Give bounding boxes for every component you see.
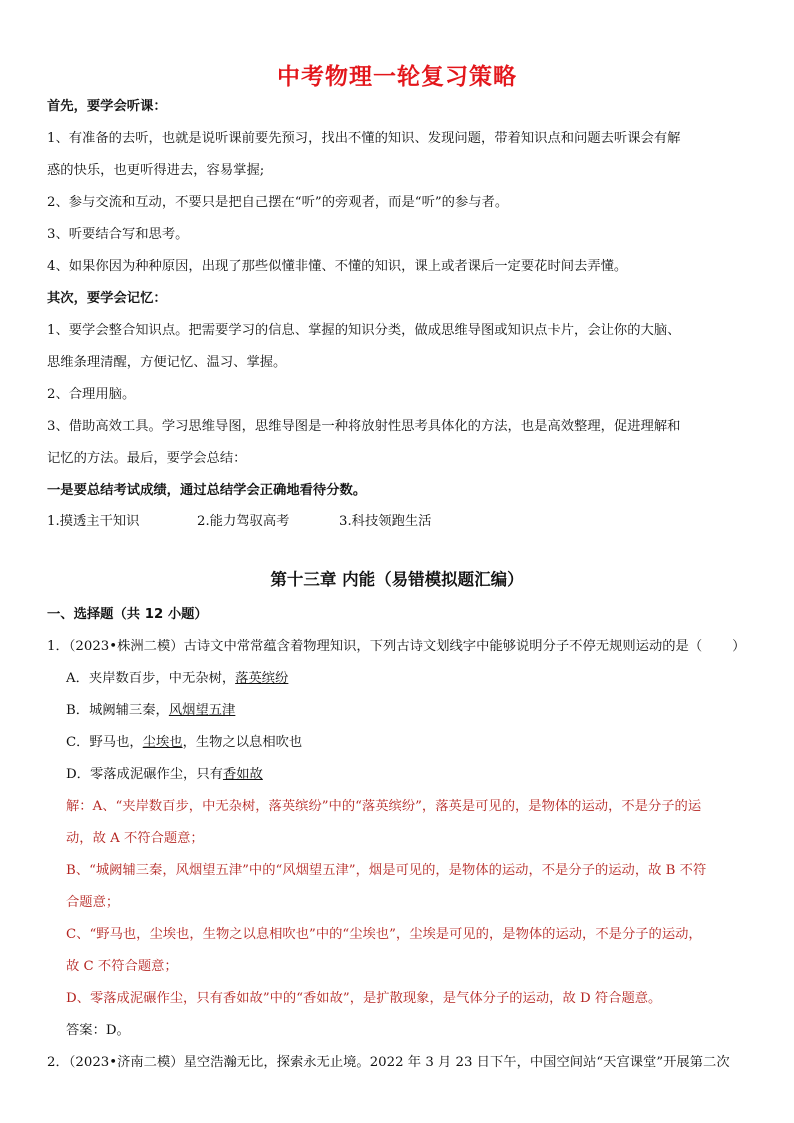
solution-d: D、零落成泥碾作尘，只有香如故”中的“香如故”，是扩散现象，是气体分子的运动，故 D 符合题意。 — [66, 991, 662, 1006]
summary-line: 一是要总结考试成绩，通过总结学会正确地看待分数。 — [47, 483, 367, 498]
listen-item-4: 4、如果你因为种种原因，出现了那些似懂非懂、不懂的知识，课上或者课后一定要花时间去弄懂。 — [47, 259, 628, 274]
solution-b-cont: 合题意； — [66, 895, 120, 910]
solution-c-cont: 故 C 不符合题意； — [66, 959, 178, 974]
chapter-title: 第十三章 内能（易错模拟题汇编） — [270, 570, 524, 589]
option-a — [66, 670, 776, 688]
question-2-stem: 2．（2023•济南二模）星空浩瀚无比，探索永无止境。2022 年 3 月 23 日下午，中国空间站“天宫课堂”开展第二次 — [47, 1055, 730, 1070]
question-1-paren-close: ） — [732, 639, 746, 654]
listen-item-1: 1、有准备的去听，也就是说听课前要先预习，找出不懂的知识、发现问题，带着知识点和问题去听课会有解 — [47, 131, 681, 146]
slogan-3: 3.科技领跑生活 — [339, 514, 432, 529]
solution-b: B、“城阙辅三秦，风烟望五津”中的“风烟望五津”，烟是可见的，是物体的运动，不是分子的运动，故 B 不符 — [66, 863, 707, 878]
option-c-underlined: 尘埃也 — [142, 735, 183, 750]
option-d-text: D．零落成泥碾作尘，只有 — [66, 767, 223, 782]
answer: 答案：D。 — [66, 1023, 130, 1038]
solution-c: C、“野马也，尘埃也，生物之以息相吹也”中的“尘埃也”，尘埃是可见的，是物体的运动，不是分子的运动， — [66, 927, 702, 942]
listen-heading: 首先，要学会听课： — [47, 99, 167, 114]
page-title: 中考物理一轮复习策略 — [277, 64, 517, 90]
option-d — [66, 766, 776, 784]
memory-item-3: 3、借助高效工具。学习思维导图，思维导图是一种将放射性思考具体化的方法，也是高效整理，促进理解和 — [47, 419, 681, 434]
memory-heading: 其次，要学会记忆： — [47, 291, 167, 306]
section-heading: 一、选择题（共 12 小题） — [47, 607, 208, 622]
slogan-1: 1.摸透主干知识 — [47, 514, 140, 529]
option-c-text-end: ，生物之以息相吹也 — [182, 735, 303, 750]
option-a-text: A．夹岸数百步，中无杂树， — [66, 671, 236, 686]
option-b-underlined: 风烟望五津 — [168, 703, 236, 718]
listen-item-1-cont: 惑的快乐，也更听得进去，容易掌握; — [47, 163, 265, 178]
memory-item-3-cont: 记忆的方法。最后，要学会总结： — [47, 451, 247, 466]
option-c-text: C．野马也， — [66, 735, 143, 750]
memory-item-1: 1、要学会整合知识点。把需要学习的信息、掌握的知识分类，做成思维导图或知识点卡片，会让你的大脑、 — [47, 323, 681, 338]
solution-a-cont: 动，故 A 不符合题意； — [66, 831, 204, 846]
option-c — [66, 734, 776, 752]
memory-item-2: 2、合理用脑。 — [47, 387, 136, 402]
question-1-text: 1．（2023•株洲二模）古诗文中常常蕴含着物理知识，下列古诗文划线字中能够说明分子不停无规则运动的是（ — [47, 639, 703, 654]
slogan-2: 2.能力驾驭高考 — [197, 514, 290, 529]
option-b-text: B．城阙辅三秦， — [66, 703, 169, 718]
option-d-underlined: 香如故 — [222, 767, 263, 782]
listen-item-2: 2、参与交流和互动，不要只是把自己摆在“听”的旁观者，而是“听”的参与者。 — [47, 195, 509, 210]
slogan-row — [47, 513, 757, 531]
solution-a: 解：A、“夹岸数百步，中无杂树，落英缤纷”中的“落英缤纷”，落英是可见的，是物体的运动，不是分子的运 — [66, 799, 702, 814]
listen-item-3: 3、听要结合写和思考。 — [47, 227, 189, 242]
option-a-underlined: 落英缤纷 — [235, 671, 289, 686]
memory-item-1-cont: 思维条理清醒，方便记忆、温习、掌握。 — [47, 355, 287, 370]
option-b — [66, 702, 776, 720]
question-1-stem — [47, 638, 757, 656]
